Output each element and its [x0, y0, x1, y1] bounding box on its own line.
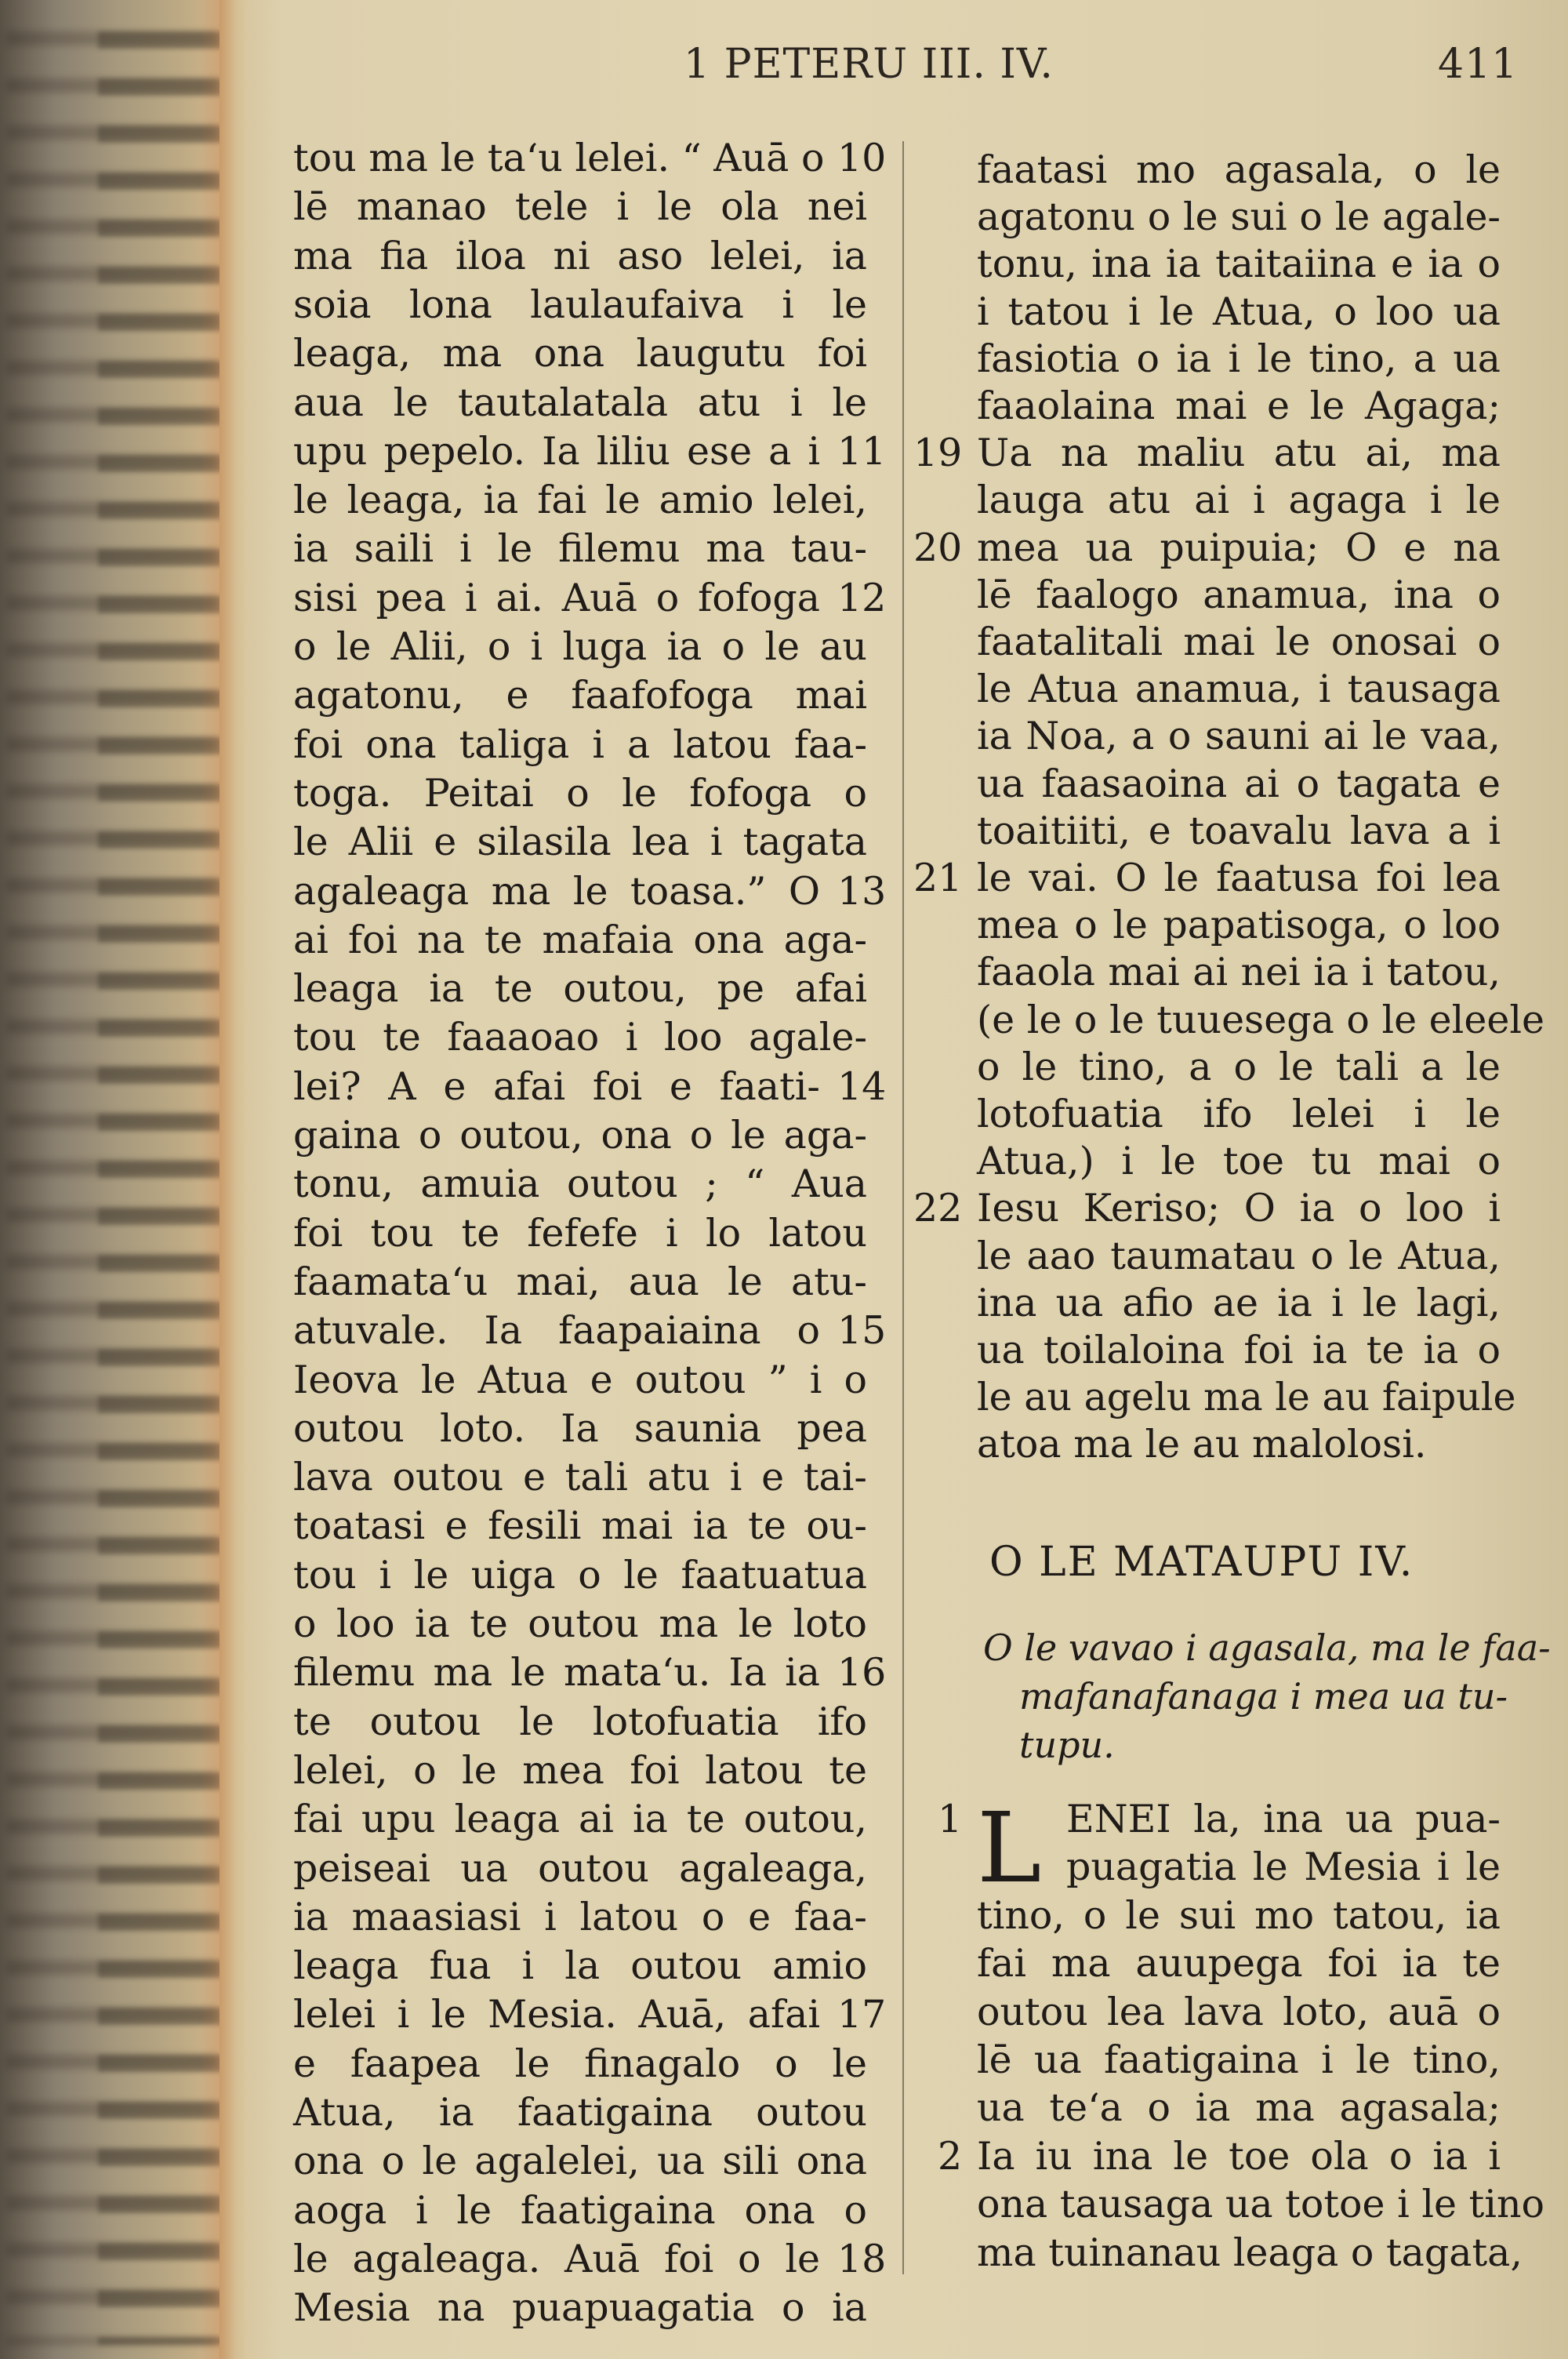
page-number: 411 [1438, 41, 1519, 88]
text-line: Iesu Keriso; O ia o loo i [977, 1186, 1501, 1231]
summary-line: O le vavao i agasala, ma le faa- [983, 1627, 1551, 1669]
text-line: upu pepelo. Ia liliu ese a i [293, 428, 820, 474]
verse-number: 10 [837, 136, 887, 180]
text-line: faaola mai ai nei ia i tatou, [977, 950, 1501, 995]
text-line: lauga atu ai i agaga i le [977, 478, 1501, 523]
text-line: le agaleaga. Auā foi o le [293, 2236, 820, 2281]
text-line: foi tou te fefefe i lo latou [293, 1210, 867, 1256]
text-line: fai upu leaga ai ia te outou, [293, 1797, 867, 1842]
text-line: o le tino, a o le tali a le [977, 1044, 1501, 1089]
text-line: ona o le agalelei, ua sili ona [293, 2139, 867, 2184]
text-line: atoa ma le au malolosi. [977, 1422, 1427, 1467]
text-line: ia maasiasi i latou o e faa- [293, 1894, 867, 1939]
text-line: tou te faaaoao i loo agale- [293, 1015, 867, 1060]
text-line: leaga, ma ona laugutu foi [293, 331, 867, 376]
text-line: aua le tautalatala atu i le [293, 380, 867, 425]
text-line: soia lona laulaufaiva i le [293, 282, 867, 327]
text-line: Ia iu ina le toe ola o ia i [977, 2133, 1501, 2179]
verse-number: 11 [837, 428, 887, 474]
text-line: gaina o outou, ona o le aga- [293, 1113, 867, 1158]
text-line: faaolaina mai e le Agaga; [977, 383, 1501, 428]
text-line: te outou le lotofuatia ifo [293, 1699, 867, 1744]
text-line: lotofuatia ifo lelei i le [977, 1092, 1501, 1136]
text-line: faamataʻu mai, aua le atu- [293, 1259, 867, 1304]
text-line: (e le o le tuuesega o le eleele [977, 997, 1545, 1042]
verse-number: 16 [837, 1650, 887, 1696]
text-line: ona tausaga ua totoe i le tino [977, 2182, 1545, 2227]
text-line: ia saili i le filemu ma tau- [293, 526, 867, 572]
text-line: i tatou i le Atua, o loo ua [977, 289, 1501, 334]
summary-line: mafanafanaga i mea ua tu- [1019, 1675, 1508, 1717]
verse-number: 22 [913, 1186, 963, 1231]
text-line: Ieova le Atua e outou ” i o [293, 1357, 867, 1402]
text-line: le vai. O le faatusa foi lea [977, 856, 1501, 900]
verse-number: 12 [837, 575, 887, 620]
chapter-heading: O LE MATAUPU IV. [989, 1539, 1414, 1586]
text-line: ENEI la, ina ua pua- [1066, 1797, 1501, 1841]
text-line: le au agelu ma le au faipule [977, 1375, 1516, 1420]
text-line: agaleaga ma le toasa.” O [293, 868, 820, 914]
text-line: le Alii e silasila lea i tagata [293, 820, 867, 865]
text-line: fai ma auupega foi ia te [977, 1941, 1501, 1986]
text-line: ai foi na te mafaia ona aga- [293, 917, 867, 962]
text-line: tou ma le taʻu lelei. “ Auā o [293, 136, 825, 180]
verse-number: 15 [837, 1308, 887, 1354]
verse-number: 17 [837, 1992, 887, 2037]
verse-number: 19 [913, 431, 963, 476]
text-line: Ua na maliu atu ai, ma [977, 431, 1501, 476]
verse-number: 20 [913, 525, 963, 570]
text-line: filemu ma le mataʻu. Ia ia [293, 1650, 820, 1696]
text-line: lelei i le Mesia. Auā, afai [293, 1992, 820, 2037]
verse-number: 14 [837, 1063, 887, 1109]
verse-number: 21 [913, 856, 963, 900]
text-line: le Atua anamua, i tausaga [977, 667, 1501, 712]
text-line: fasiotia o ia i le tino, a ua [977, 336, 1501, 381]
text-line: tino, o le sui mo tatou, ia [977, 1892, 1501, 1938]
book-gutter-shadow [200, 0, 247, 2359]
text-line: ina ua afio ae ia i le lagi, [977, 1280, 1501, 1325]
text-line: lē faalogo anamua, ina o [977, 572, 1501, 617]
text-line: lei? A e afai foi e faati- [293, 1063, 820, 1109]
text-line: outou loto. Ia saunia pea [293, 1405, 867, 1451]
verse-number: 13 [837, 868, 887, 914]
text-line: faatalitali mai le onosai o [977, 620, 1501, 664]
verse-number: 1 [938, 1797, 963, 1841]
drop-cap: L [977, 1792, 1042, 1905]
text-line: puagatia le Mesia i le [1066, 1845, 1501, 1890]
text-line: ua faasaoina ai o tagata e [977, 761, 1501, 806]
text-line: ua teʻa o ia ma agasala; [977, 2085, 1501, 2131]
text-line: agatonu o le sui o le agale- [977, 194, 1501, 240]
text-line: toaitiiti, e toavalu lava a i [977, 808, 1501, 853]
text-line: peiseai ua outou agaleaga, [293, 1845, 867, 1891]
text-line: o loo ia te outou ma le loto [293, 1601, 867, 1646]
text-line: lava outou e tali atu i e tai- [293, 1455, 867, 1500]
verse-number: 18 [837, 2236, 887, 2281]
text-line: e faapea le finagalo o le [293, 2041, 867, 2086]
running-header-title: 1 PETERU III. IV. [684, 41, 1054, 88]
text-line: tonu, ina ia taitaiina e ia o [977, 242, 1501, 287]
text-line: lē manao tele i le ola nei [293, 184, 867, 230]
text-line: lē ua faatigaina i le tino, [977, 2037, 1501, 2082]
text-line: tonu, amuia outou ; “ Aua [293, 1161, 867, 1207]
text-line: o le Alii, o i luga ia o le au [293, 624, 867, 669]
text-line: Atua,) i le toe tu mai o [977, 1139, 1501, 1184]
text-line: ma fia iloa ni aso lelei, ia [293, 233, 867, 278]
text-line: aoga i le faatigaina ona o [293, 2187, 867, 2233]
text-line: le leaga, ia fai le amio lelei, [293, 478, 867, 523]
text-line: tou i le uiga o le faatuatua [293, 1552, 867, 1598]
text-line: sisi pea i ai. Auā o fofoga [293, 575, 820, 620]
summary-line: tupu. [1019, 1724, 1115, 1766]
text-line: Atua, ia faatigaina outou [293, 2090, 867, 2135]
text-line: ma tuinanau leaga o tagata, [977, 2230, 1523, 2275]
text-line: outou lea lava loto, auā o [977, 1989, 1501, 2034]
text-line: mea ua puipuia; O e na [977, 525, 1501, 570]
text-line: toatasi e fesili mai ia te ou- [293, 1503, 867, 1549]
text-line: toga. Peitai o le fofoga o [293, 770, 867, 816]
text-line: foi ona taliga i a latou faa- [293, 722, 867, 767]
left-page-edge [0, 0, 220, 2359]
text-line: ia Noa, a o sauni ai le vaa, [977, 714, 1501, 759]
text-line: leaga fua i la outou amio [293, 1943, 867, 1989]
text-line: mea o le papatisoga, o loo [977, 903, 1501, 948]
text-line: ua toilaloina foi ia te ia o [977, 1328, 1501, 1372]
text-line: Mesia na puapuagatia o ia [293, 2285, 867, 2331]
text-line: lelei, o le mea foi latou te [293, 1747, 867, 1793]
text-line: leaga ia te outou, pe afai [293, 966, 867, 1012]
text-line: le aao taumatau o le Atua, [977, 1233, 1501, 1278]
verse-number: 2 [938, 2133, 963, 2179]
column-divider-rule [902, 141, 904, 2274]
text-line: atuvale. Ia faapaiaina o [293, 1308, 820, 1354]
text-line: faatasi mo agasala, o le [977, 147, 1501, 192]
text-line: agatonu, e faafofoga mai [293, 673, 867, 718]
